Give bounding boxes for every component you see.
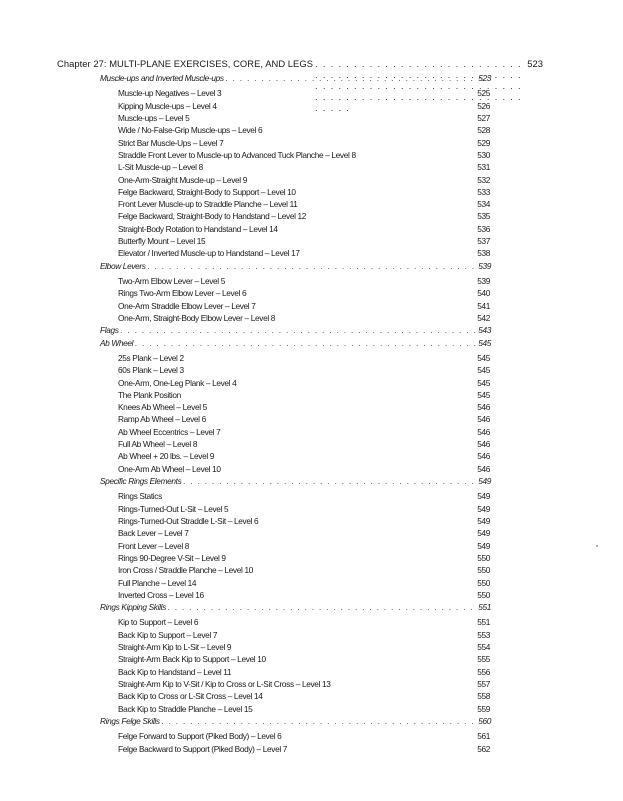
toc-entry-row bbox=[118, 629, 490, 641]
entry-page-number: 551 bbox=[477, 617, 490, 628]
entry-page-number: 550 bbox=[477, 552, 490, 563]
entry-title: One-Arm Straddle Elbow Lever – Level 7 bbox=[118, 300, 256, 311]
entry-page-number: 539 bbox=[477, 276, 490, 286]
section-page-number: 551 bbox=[478, 602, 491, 613]
toc-entry-row bbox=[118, 223, 490, 235]
toc-entry-row bbox=[118, 235, 490, 247]
toc-entry-row bbox=[118, 275, 490, 287]
toc-entry-row bbox=[118, 703, 490, 715]
section-title: Elbow Levers bbox=[100, 260, 146, 271]
entry-page-number: 557 bbox=[477, 679, 490, 689]
entry-page-number: 556 bbox=[477, 666, 490, 677]
entry-title: One-Arm-Straight Muscle-up – Level 9 bbox=[118, 174, 247, 185]
section-title: Flags bbox=[100, 325, 119, 336]
entry-page-number: 550 bbox=[477, 577, 490, 588]
entry-page-number: 545 bbox=[477, 352, 490, 363]
section-page-number: 539 bbox=[478, 260, 491, 271]
section-page-number: 545 bbox=[478, 337, 491, 348]
entry-page-number: 555 bbox=[477, 654, 490, 665]
entry-page-number: 545 bbox=[477, 377, 490, 388]
chapter-page-number: 523 bbox=[527, 58, 543, 69]
toc-section-row bbox=[100, 715, 491, 727]
toc-section-row bbox=[100, 324, 491, 336]
entry-page-number: 561 bbox=[477, 731, 490, 742]
entry-title: Butterfly Mount – Level 15 bbox=[118, 236, 206, 247]
toc-entry-row bbox=[118, 161, 490, 173]
toc-section-row bbox=[100, 337, 491, 349]
entry-title: Rings-Turned-Out L-Sit – Level 5 bbox=[118, 503, 229, 514]
toc-entry-row bbox=[118, 426, 490, 438]
entry-title: Straddle Front Lever to Muscle-up to Advanced Tuck Planche – Level 8 bbox=[118, 149, 356, 160]
toc-entry-row bbox=[118, 515, 490, 527]
table-of-contents bbox=[0, 72, 623, 755]
toc-section-row bbox=[100, 601, 491, 613]
entry-title: Full Ab Wheel – Level 8 bbox=[118, 439, 198, 450]
toc-entry-row bbox=[118, 666, 490, 678]
entry-title: One-Arm Ab Wheel – Level 10 bbox=[118, 463, 221, 474]
entry-title: Ab Wheel + 20 lbs. – Level 9 bbox=[118, 451, 215, 462]
entry-page-number: 541 bbox=[477, 300, 490, 311]
entry-title: Straight-Arm Kip to V-Sit / Kip to Cross or L-Sit Cross – Level 13 bbox=[118, 679, 331, 689]
entry-title: Strict Bar Muscle-Ups – Level 7 bbox=[118, 137, 224, 148]
entry-title: Felge Forward to Support (Piked Body) – Level 6 bbox=[118, 731, 282, 742]
entry-page-number: 546 bbox=[477, 426, 490, 437]
toc-entry-row bbox=[118, 377, 490, 389]
entry-title: 25s Plank – Level 2 bbox=[118, 352, 184, 363]
entry-page-number: 549 bbox=[477, 503, 490, 514]
entry-title: Straight-Body Rotation to Handstand – Level 14 bbox=[118, 223, 278, 234]
toc-entry-row bbox=[118, 124, 490, 136]
scan-speck bbox=[596, 545, 598, 547]
entry-title: Muscle-ups – Level 5 bbox=[118, 112, 190, 123]
dot-leader bbox=[181, 475, 478, 487]
entry-page-number: 534 bbox=[477, 199, 490, 210]
entry-page-number: 538 bbox=[477, 248, 490, 259]
entry-title: Rings Two-Arm Elbow Lever – Level 6 bbox=[118, 288, 247, 299]
entry-page-number: 549 bbox=[477, 528, 490, 539]
toc-entry-row bbox=[118, 527, 490, 539]
entry-title: Rings Statics bbox=[118, 491, 162, 502]
toc-entry-row bbox=[118, 463, 490, 475]
entry-title: Back Kip to Support – Level 7 bbox=[118, 629, 218, 640]
toc-entry-row bbox=[118, 210, 490, 222]
toc-entry-row bbox=[118, 564, 490, 576]
entry-page-number: 533 bbox=[477, 186, 490, 197]
entry-page-number: 536 bbox=[477, 223, 490, 234]
toc-entry-row bbox=[118, 540, 490, 552]
entry-page-number: 546 bbox=[477, 439, 490, 450]
toc-section-row bbox=[100, 475, 491, 487]
toc-entry-row bbox=[118, 503, 490, 515]
toc-entry-row bbox=[118, 450, 490, 462]
entry-title: The Plank Position bbox=[118, 389, 181, 400]
entry-title: Elevator / Inverted Muscle-up to Handstand – Level 17 bbox=[118, 248, 300, 259]
entry-page-number: 562 bbox=[477, 743, 490, 754]
entry-title: Wide / No-False-Grip Muscle-ups – Level 6 bbox=[118, 125, 263, 136]
toc-entry-row bbox=[118, 589, 490, 601]
entry-title: Kipping Muscle-ups – Level 4 bbox=[118, 100, 217, 111]
toc-entry-row bbox=[118, 186, 490, 198]
entry-page-number: 540 bbox=[477, 288, 490, 299]
entry-title: Muscle-up Negatives – Level 3 bbox=[118, 88, 222, 99]
entry-title: Back Kip to Cross or L-Sit Cross – Level 14 bbox=[118, 691, 263, 702]
entry-title: Front Lever – Level 8 bbox=[118, 540, 190, 551]
entry-title: Knees Ab Wheel – Level 5 bbox=[118, 402, 207, 413]
section-page-number: 549 bbox=[478, 476, 491, 486]
dot-leader bbox=[119, 324, 479, 336]
toc-entry-row bbox=[118, 678, 490, 690]
entry-page-number: 549 bbox=[477, 540, 490, 551]
entry-page-number: 537 bbox=[477, 236, 490, 247]
toc-entry-row bbox=[118, 87, 490, 99]
entry-page-number: 554 bbox=[477, 642, 490, 653]
toc-entry-row bbox=[118, 300, 490, 312]
toc-entry-row bbox=[118, 641, 490, 653]
toc-entry-row bbox=[118, 247, 490, 259]
toc-entry-row bbox=[118, 389, 490, 401]
toc-entry-row bbox=[118, 690, 490, 702]
section-title: Ab Wheel bbox=[100, 337, 134, 348]
section-page-number: 543 bbox=[478, 325, 491, 336]
section-page-number: 523 bbox=[478, 73, 491, 83]
toc-entry-row bbox=[118, 743, 490, 755]
toc-entry-row bbox=[118, 577, 490, 589]
entry-title: Two-Arm Elbow Lever – Level 5 bbox=[118, 276, 225, 286]
section-title: Rings Kipping Skills bbox=[100, 602, 166, 613]
chapter-title: Chapter 27: MULTI-PLANE EXERCISES, CORE, AND LEGS bbox=[57, 58, 314, 69]
dot-leader bbox=[166, 601, 478, 613]
entry-page-number: 549 bbox=[477, 515, 490, 526]
entry-page-number: 542 bbox=[477, 312, 490, 323]
entry-page-number: 558 bbox=[477, 691, 490, 702]
entry-page-number: 559 bbox=[477, 703, 490, 714]
entry-page-number: 546 bbox=[477, 414, 490, 425]
entry-title: Felge Backward, Straight-Body to Handstand – Level 12 bbox=[118, 211, 307, 222]
section-title: Specific Rings Elements bbox=[100, 476, 182, 486]
entry-page-number: 546 bbox=[477, 402, 490, 413]
entry-page-number: 526 bbox=[477, 100, 490, 111]
entry-page-number: 530 bbox=[477, 149, 490, 160]
entry-page-number: 549 bbox=[477, 491, 490, 502]
toc-entry-row bbox=[118, 401, 490, 413]
entry-title: One-Arm, One-Leg Plank – Level 4 bbox=[118, 377, 237, 388]
entry-page-number: 550 bbox=[477, 589, 490, 600]
entry-title: Rings 90-Degree V-Sit – Level 9 bbox=[118, 552, 226, 563]
entry-page-number: 550 bbox=[477, 565, 490, 576]
entry-title: Full Planche – Level 14 bbox=[118, 577, 197, 588]
toc-entry-row bbox=[118, 287, 490, 299]
entry-page-number: 545 bbox=[477, 389, 490, 400]
toc-entry-row bbox=[118, 137, 490, 149]
entry-page-number: 531 bbox=[477, 162, 490, 173]
entry-title: Straight-Arm Kip to L-Sit – Level 9 bbox=[118, 642, 232, 653]
toc-entry-row bbox=[118, 352, 490, 364]
section-title: Rings Felge Skills bbox=[100, 715, 160, 726]
toc-entry-row bbox=[118, 112, 490, 124]
toc-entry-row bbox=[118, 364, 490, 376]
entry-title: Kip to Support – Level 6 bbox=[118, 617, 199, 628]
entry-page-number: 529 bbox=[477, 137, 490, 148]
toc-section-row bbox=[100, 72, 491, 84]
entry-title: Back Kip to Handstand – Level 11 bbox=[118, 666, 232, 677]
section-page-number: 560 bbox=[478, 715, 491, 726]
toc-entry-row bbox=[118, 100, 490, 112]
dot-leader bbox=[133, 337, 478, 349]
entry-title: Felge Backward, Straight-Body to Support – Level 10 bbox=[118, 186, 296, 197]
toc-section-row bbox=[100, 260, 491, 272]
entry-title: Rings-Turned-Out Straddle L-Sit – Level 6 bbox=[118, 515, 259, 526]
toc-entry-row bbox=[118, 490, 490, 502]
entry-title: Inverted Cross – Level 16 bbox=[118, 589, 204, 600]
toc-entry-row bbox=[118, 149, 490, 161]
entry-page-number: 546 bbox=[477, 451, 490, 462]
toc-entry-row bbox=[118, 438, 490, 450]
entry-title: 60s Plank – Level 3 bbox=[118, 365, 184, 376]
entry-title: Back Lever – Level 7 bbox=[118, 528, 189, 539]
toc-entry-row bbox=[118, 552, 490, 564]
entry-title: One-Arm, Straight-Body Elbow Lever – Level 8 bbox=[118, 312, 276, 323]
entry-title: Back Kip to Straddle Planche – Level 15 bbox=[118, 703, 253, 714]
section-title: Muscle-ups and Inverted Muscle-ups bbox=[100, 73, 224, 83]
toc-entry-row bbox=[118, 174, 490, 186]
dot-leader bbox=[160, 715, 479, 727]
toc-entry-row bbox=[118, 730, 490, 742]
entry-title: Iron Cross / Straddle Planche – Level 10 bbox=[118, 565, 253, 576]
dot-leader bbox=[224, 72, 479, 84]
entry-page-number: 535 bbox=[477, 211, 490, 222]
toc-entry-row bbox=[118, 413, 490, 425]
toc-entry-row bbox=[118, 653, 490, 665]
toc-entry-row bbox=[118, 616, 490, 628]
entry-page-number: 528 bbox=[477, 125, 490, 136]
entry-title: Front Lever Muscle-up to Straddle Planche – Level 11 bbox=[118, 199, 298, 210]
entry-page-number: 532 bbox=[477, 174, 490, 185]
entry-page-number: 553 bbox=[477, 629, 490, 640]
entry-title: L-Sit Muscle-up – Level 8 bbox=[118, 162, 203, 173]
toc-entry-row bbox=[118, 198, 490, 210]
entry-page-number: 525 bbox=[477, 88, 490, 99]
toc-entry-row bbox=[118, 312, 490, 324]
entry-page-number: 527 bbox=[477, 112, 490, 123]
entry-page-number: 545 bbox=[477, 365, 490, 376]
entry-title: Felge Backward to Support (Piked Body) – Level 7 bbox=[118, 743, 288, 754]
entry-title: Ab Wheel Eccentrics – Level 7 bbox=[118, 426, 221, 437]
entry-title: Ramp Ab Wheel – Level 6 bbox=[118, 414, 206, 425]
dot-leader bbox=[146, 260, 479, 272]
entry-title: Straight-Arm Back Kip to Support – Level 10 bbox=[118, 654, 266, 665]
entry-page-number: 546 bbox=[477, 463, 490, 474]
